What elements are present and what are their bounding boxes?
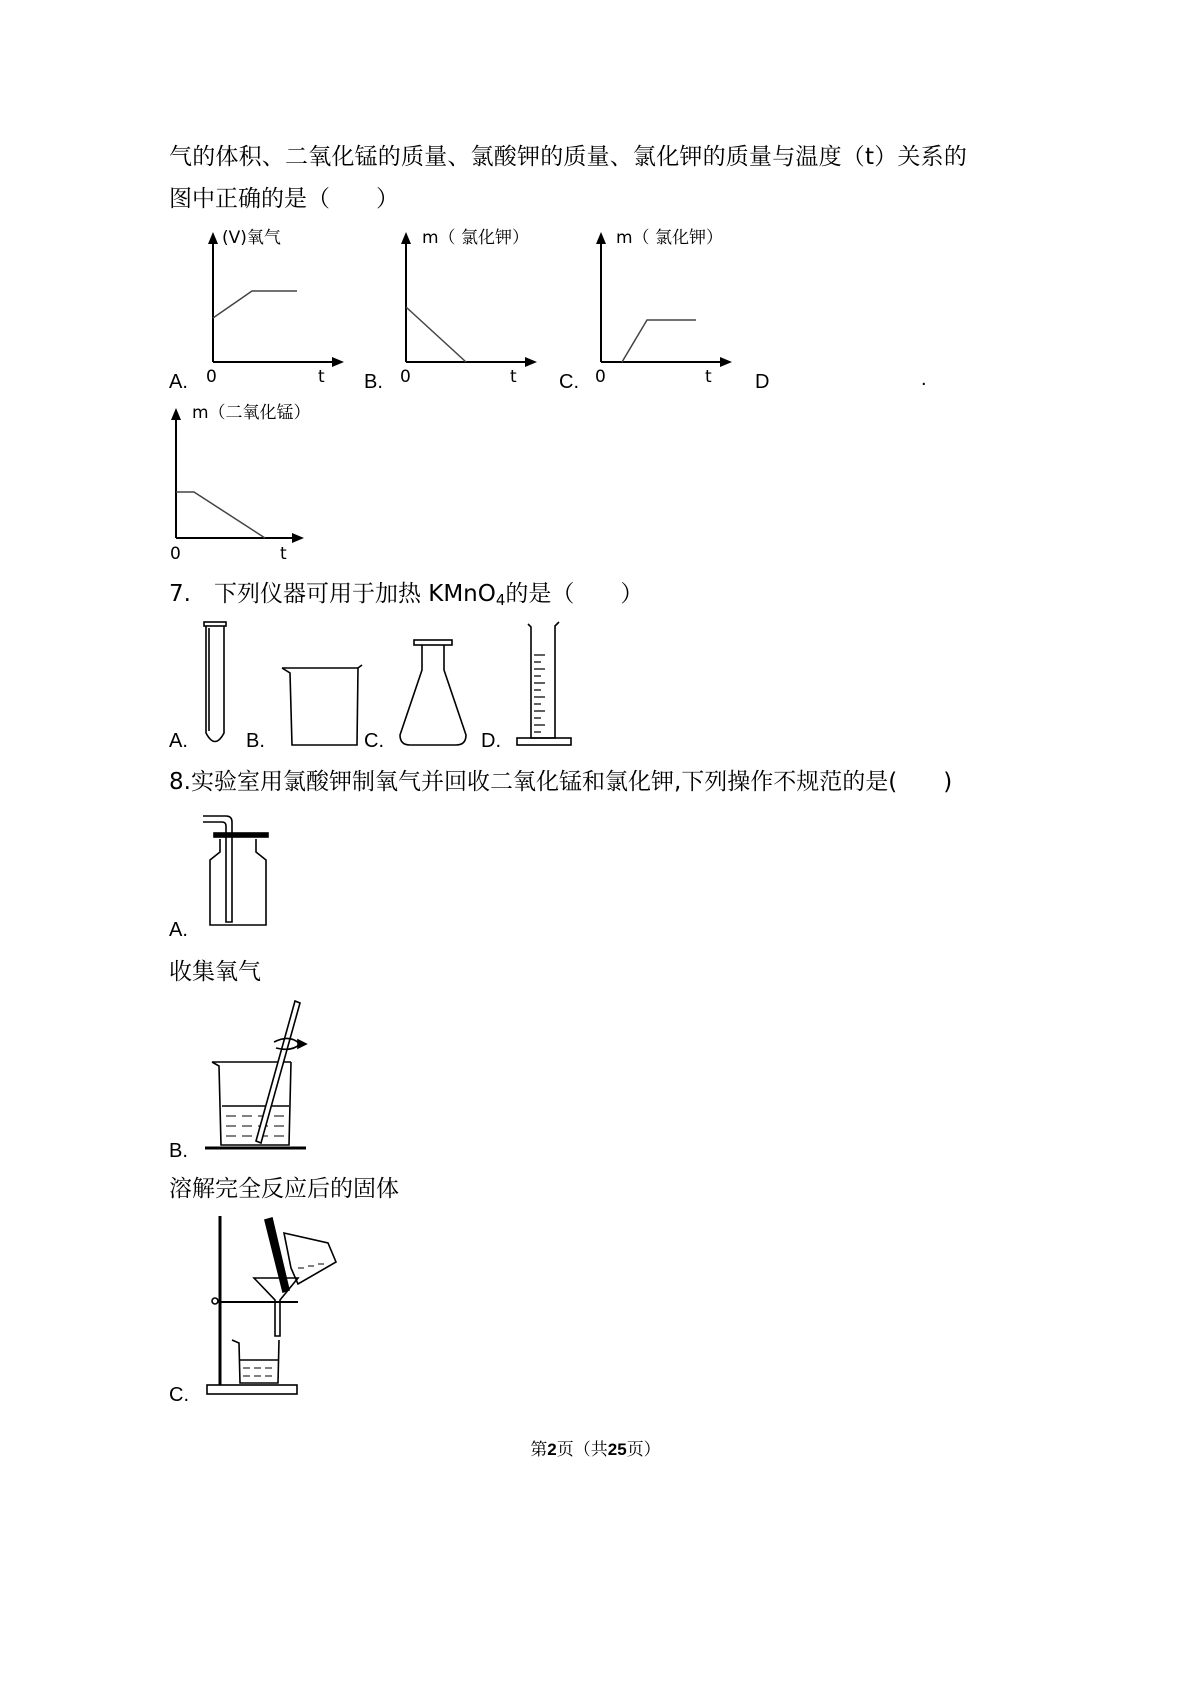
graph-b-origin: 0 [400,367,411,387]
page-footer [0,1435,1191,1460]
q7-option-b-label: B. [246,730,265,752]
q8-option-c-label: C. [169,1384,189,1406]
graph-b-ytitle: m（ 氯化钾） [422,228,529,248]
question-8-text: 8.实验室用氯酸钾制氧气并回收二氧化锰和氯化钾,下列操作不规范的是( ) [169,769,953,795]
graph-d-ytitle: m（二氧化锰） [192,403,311,423]
graph-b-x-label: t [510,367,517,387]
q7-option-c-label: C. [364,730,384,752]
q7-option-a-label: A. [169,730,188,752]
graph-c-ytitle: m（ 氯化钾） [616,228,723,248]
graph-d-x-label: t [280,544,287,564]
question-6-line-2: 图中正确的是（ ） [169,186,399,212]
question-7-stem: 7. 下列仪器可用于加热 KMnO [169,581,496,607]
graph-a-ytitle: (V)氧气 [222,228,281,248]
graph-c-x-label: t [705,367,712,387]
question-7-tail: 的是（ ） [505,581,644,607]
option-c-label: C. [559,371,579,393]
footer-prefix: 第 [530,1440,548,1460]
option-d-label: D [755,371,770,393]
footer-suffix: 页） [626,1440,661,1460]
footer-page-number: 2 [547,1440,557,1459]
q8-option-b-label: B. [169,1140,188,1162]
graph-c-origin: 0 [595,367,606,387]
footer-middle: 页（共 [556,1440,608,1460]
graph-a-x-label: t [318,367,325,387]
option-a-label: A. [169,371,188,393]
question-6-line-1: 气的体积、二氧化锰的质量、氯酸钾的质量、氯化钾的质量与温度（t）关系的 [169,144,968,170]
footer-total-pages: 25 [607,1440,627,1459]
q7-option-d-label: D. [481,730,501,752]
q8-option-a-label: A. [169,919,188,941]
question-7-subscript: 4 [495,591,506,609]
option-b-label: B. [364,371,383,393]
trailing-period: . [921,368,927,390]
graph-a-origin: 0 [206,367,217,387]
graph-d-origin: 0 [170,544,181,564]
q8-option-a-caption: 收集氧气 [169,959,261,985]
q8-option-b-caption: 溶解完全反应后的固体 [169,1176,399,1202]
